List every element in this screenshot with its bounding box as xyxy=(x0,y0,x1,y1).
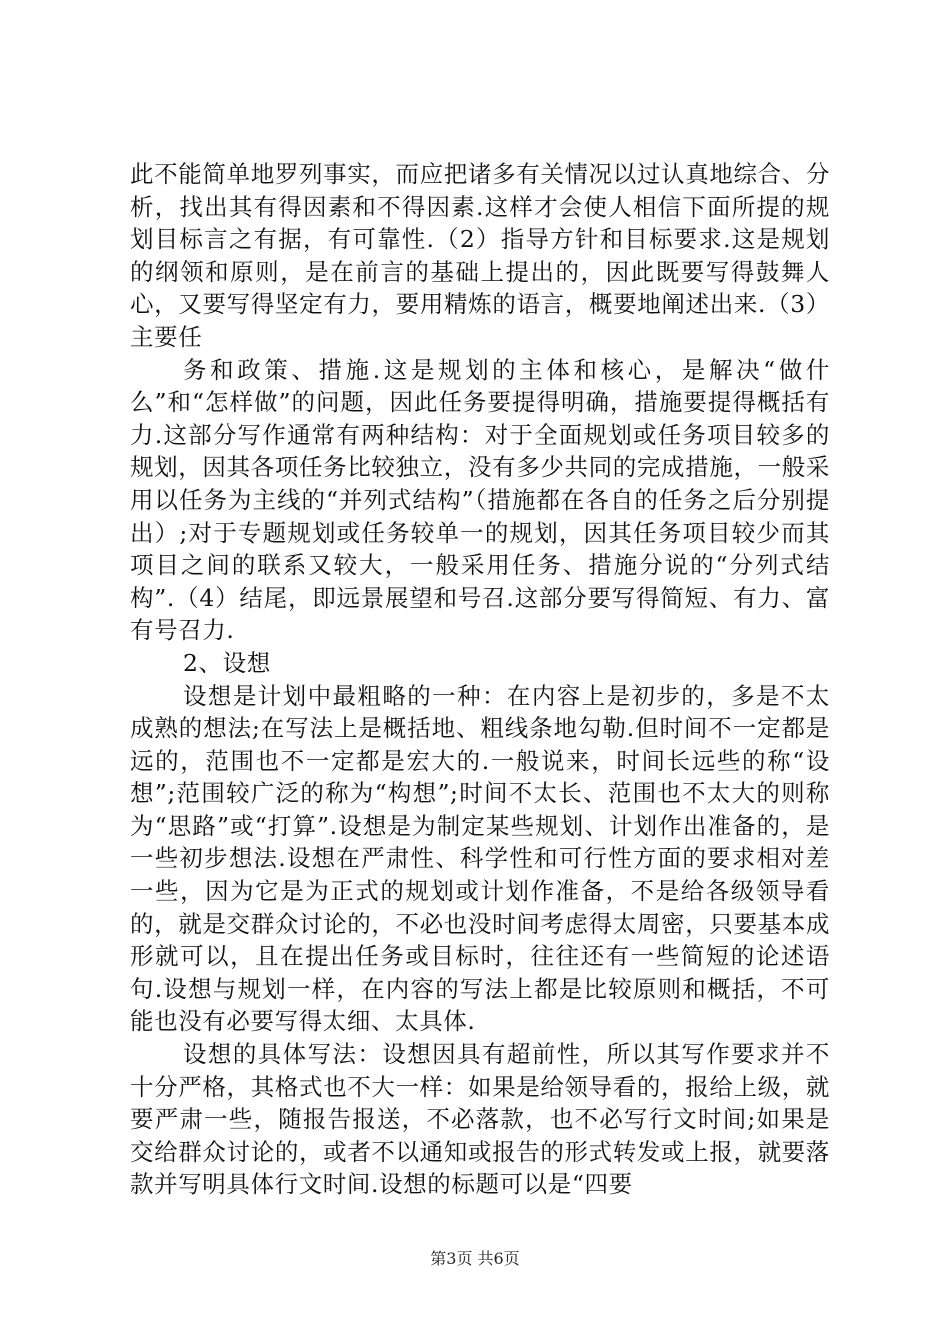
paragraph-idea-definition: 设想是计划中最粗略的一种：在内容上是初步的，多是不太成熟的想法;在写法上是概括地、粗线条地勾勒.但时间不一定都是远的，范围也不一定都是宏大的.一般说来，时间长远些的称“设想”;范围较广泛的称为“构想”;时间不太长、范围也不太大的则称为“思路”或“打算”.设想是为制定某些规划、计划作出准备的，是一些初步想法.设想在严肃性、科学性和可行性方面的要求相对差一些，因为它是为正式的规划或计划作准备，不是给各级领导看的，就是交群众讨论的，不必也没时间考虑得太周密，只要基本成形就可以，且在提出任务或目标时，往往还有一些简短的论述语句.设想与规划一样，在内容的写法上都是比较原则和概括，不可能也没有必要写得太细、太具体. xyxy=(130,681,830,1036)
paragraph-idea-writing-method: 设想的具体写法：设想因具有超前性，所以其写作要求并不十分严格，其格式也不大一样：如果是给领导看的，报给上级，就要严肃一些，随报告报送，不必落款，也不必写行文时间;如果是交给群众讨论的，或者不以通知或报告的形式转发或上报，就要落款并写明具体行文时间.设想的标题可以是“四要 xyxy=(130,1040,830,1199)
paragraph-tasks-and-measures: 务和政策、措施.这是规划的主体和核心，是解决“做什么”和“怎样做”的问题，因此任务要提得明确，措施要提得概括有力.这部分写作通常有两种结构：对于全面规划或任务项目较多的规划，因其各项任务比较独立，没有多少共同的完成措施，一般采用以任务为主线的“并列式结构”（措施都在各自的任务之后分别提出）;对于专题规划或任务较单一的规划，因其任务项目较少而其项目之间的联系又较大，一般采用任务、措施分说的“分列式结构”.（4）结尾，即远景展望和号召.这部分要写得简短、有力、富有号召力. xyxy=(130,355,830,645)
section-heading-idea: 2、设想 xyxy=(183,648,271,677)
paragraph-continuation: 此不能简单地罗列事实，而应把诸多有关情况以过认真地综合、分析，找出其有得因素和不得因素.这样才会使人相信下面所提的规划目标言之有据，有可靠性.（2）指导方针和目标要求.这是规划的纲领和原则，是在前言的基础上提出的，因此既要写得鼓舞人心，又要写得坚定有力，要用精炼的语言，概要地阐述出来.（3）主要任 xyxy=(130,160,830,351)
page-number-footer: 第3页 共6页 xyxy=(430,1249,520,1268)
document-body xyxy=(130,158,830,1201)
